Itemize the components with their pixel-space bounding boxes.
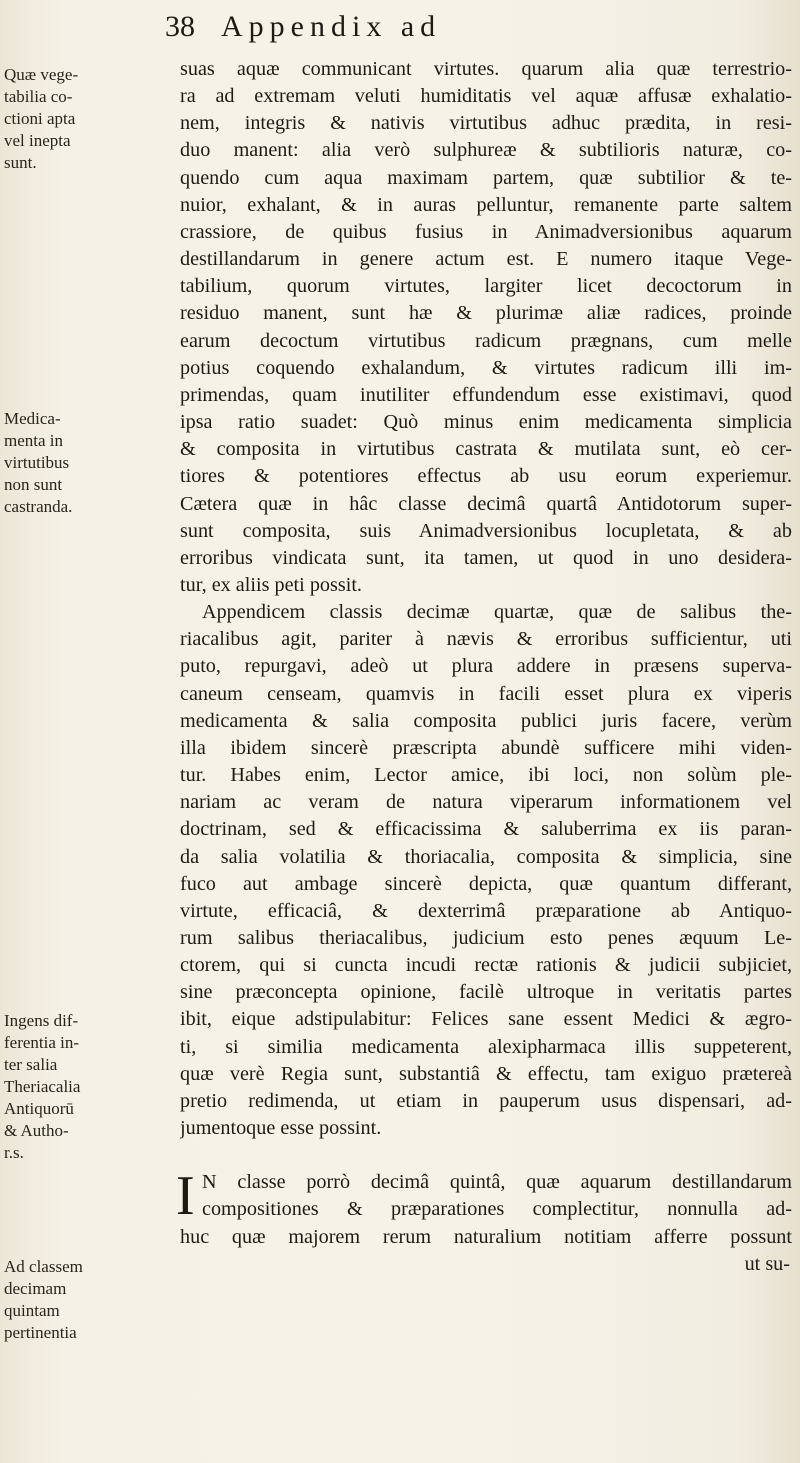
- text-line: destillandarum in genere actum est. E numero itaque Vege-: [180, 248, 792, 271]
- paragraph-3: [176, 1165, 792, 1278]
- text-line: doctrinam, sed & efficacissima & saluberrima ex iis paran-: [180, 818, 792, 841]
- text-line: tur. Habes enim, Lector amice, ibi loci, non solùm ple-: [180, 764, 792, 787]
- text-line: suas aquæ communicant virtutes. quarum alia quæ terrestrio-: [180, 58, 792, 80]
- text-line: ti, si similia medicamenta alexipharmaca illis suppeterent,: [180, 1035, 792, 1058]
- catchword: ut su-: [744, 1252, 790, 1275]
- margin-line: decimam: [4, 1279, 67, 1298]
- text-line: quendo cum aqua maximam partem, quæ subtilior & te-: [180, 166, 792, 189]
- margin-line: tabilia co-: [4, 87, 73, 106]
- running-head: Appendix ad: [221, 10, 442, 43]
- text-line: N classe porrò decimâ quintâ, quæ aquarum destillandarum: [202, 1171, 792, 1194]
- paragraph-gap: [180, 1142, 792, 1169]
- margin-line: quintam: [4, 1301, 60, 1320]
- margin-note-vegetabilia: [4, 64, 174, 174]
- text-line: rum salibus theriacalibus, judicium esto penes æquum Le-: [180, 927, 792, 949]
- text-line: Appendicem classis decimæ quartæ, quæ de salibus the-: [202, 601, 792, 624]
- drop-capital: I: [176, 1165, 195, 1228]
- text-line: primendas, quam inutiliter effundendum esse existimavi, quod: [180, 383, 792, 406]
- text-line: earum decoctum virtutibus radicum prægnans, cum melle: [180, 329, 792, 352]
- text-line: duo manent: alia verò sulphureæ & subtilioris naturæ, co-: [180, 139, 792, 162]
- text-line: nem, integris & nativis virtutibus adhuc prædita, in resi-: [180, 112, 792, 135]
- text-line: fuco aut ambage sincerè depicta, quæ quantum differant,: [180, 872, 792, 895]
- margin-line: Medica-: [4, 409, 61, 428]
- margin-line: & Autho-: [4, 1121, 69, 1140]
- text-line: residuo manent, sunt hæ & plurimæ aliæ radices, proinde: [180, 302, 792, 325]
- margin-line: Ad classem: [4, 1257, 83, 1276]
- page-number: 38: [165, 10, 195, 43]
- text-line: tiores & potentiores effectus ab usu eorum experiemur.: [180, 465, 792, 488]
- margin-note-ingens-differentia: [4, 1010, 174, 1164]
- text-line: virtute, efficaciâ, & dexterrimâ præparatione ab Antiquo-: [180, 899, 792, 922]
- margin-line: ter salia: [4, 1055, 58, 1074]
- text-line: jumentoque esse possint.: [180, 1117, 382, 1140]
- page-header: [165, 6, 765, 52]
- text-line: ctorem, qui si cuncta incudi rectæ rationis & judicii subjiciet,: [180, 954, 792, 977]
- margin-line: pertinentia: [4, 1323, 77, 1342]
- margin-line: non sunt: [4, 475, 63, 494]
- text-line: sunt composita, suis Animadversionibus locupletata, & ab: [180, 519, 792, 542]
- margin-line: ctioni apta: [4, 109, 76, 128]
- text-line: ipsa ratio suadet: Quò minus enim medicamenta simplicia: [180, 411, 792, 434]
- text-line: ibit, eique adstipulabitur: Felices sane essent Medici & ægro-: [180, 1008, 792, 1031]
- margin-line: Quæ vege-: [4, 65, 79, 84]
- margin-line: r.s.: [4, 1143, 24, 1162]
- margin-line: menta in: [4, 431, 64, 450]
- text-line: crassiore, de quibus fusius in Animadversionibus aquarum: [180, 220, 792, 243]
- text-line: puto, repurgavi, adeò ut plura addere in præsens superva-: [180, 655, 792, 678]
- paragraph-1: [180, 56, 792, 599]
- text-line: da salia volatilia & thoriacalia, composita & simplicia, sine: [180, 845, 792, 868]
- text-line: erroribus vindicata sunt, ita tamen, ut quod in uno desidera-: [180, 546, 792, 569]
- margin-line: Ingens dif-: [4, 1011, 79, 1030]
- margin-line: ferentia in-: [4, 1033, 80, 1052]
- margin-line: Theriacalia: [4, 1077, 81, 1096]
- text-line: nuior, exhalant, & in auras pelluntur, remanente parte saltem: [180, 193, 792, 216]
- margin-line: sunt.: [4, 153, 37, 172]
- text-line: huc quæ majorem rerum naturalium notitiam afferre possunt: [180, 1225, 792, 1248]
- text-line: medicamenta & salia composita publici juris facere, verùm: [180, 709, 792, 732]
- text-line: ra ad extremam veluti humiditatis vel aquæ affusæ exhalatio-: [180, 85, 792, 108]
- text-line: potius coquendo exhalandum, & virtutes radicum illi im-: [180, 356, 792, 379]
- text-line: tabilium, quorum virtutes, largiter licet decoctorum in: [180, 275, 792, 298]
- text-line: riacalibus agit, pariter à nævis & erroribus sufficientur, uti: [180, 628, 792, 651]
- paragraph-2: [180, 599, 792, 1142]
- text-line: Cætera quæ in hâc classe decimâ quartâ Antidotorum super-: [180, 492, 792, 515]
- margin-line: virtutibus: [4, 453, 70, 472]
- text-line: quæ verè Regia sunt, substantiâ & effectu, tam exiguo prætereà: [180, 1062, 792, 1085]
- margin-note-classem-quintam: [4, 1256, 174, 1344]
- text-line: illa ibidem sincerè præscripta abundè sufficere mihi viden-: [180, 736, 792, 759]
- text-line: pretio redimenda, ut etiam in pauperum usus dispensari, ad-: [180, 1089, 792, 1112]
- margin-line: castranda.: [4, 497, 73, 516]
- text-line: & composita in virtutibus castrata & mutilata sunt, eò cer-: [180, 438, 792, 461]
- text-line: nariam ac veram de natura viperarum informationem vel: [180, 791, 792, 814]
- margin-line: Antiquorū: [4, 1099, 74, 1118]
- margin-note-medicamenta: [4, 408, 174, 518]
- text-line: tur, ex aliis peti possit.: [180, 573, 362, 596]
- margin-line: vel inepta: [4, 131, 71, 150]
- main-text: [176, 56, 792, 1278]
- text-line: sine præconcepta opinione, facilè ultroque in veritatis partes: [180, 981, 792, 1004]
- text-line: caneum censeam, quamvis in facili esset plura ex viperis: [180, 682, 792, 705]
- text-line: compositiones & præparationes complectitur, nonnulla ad-: [202, 1198, 792, 1221]
